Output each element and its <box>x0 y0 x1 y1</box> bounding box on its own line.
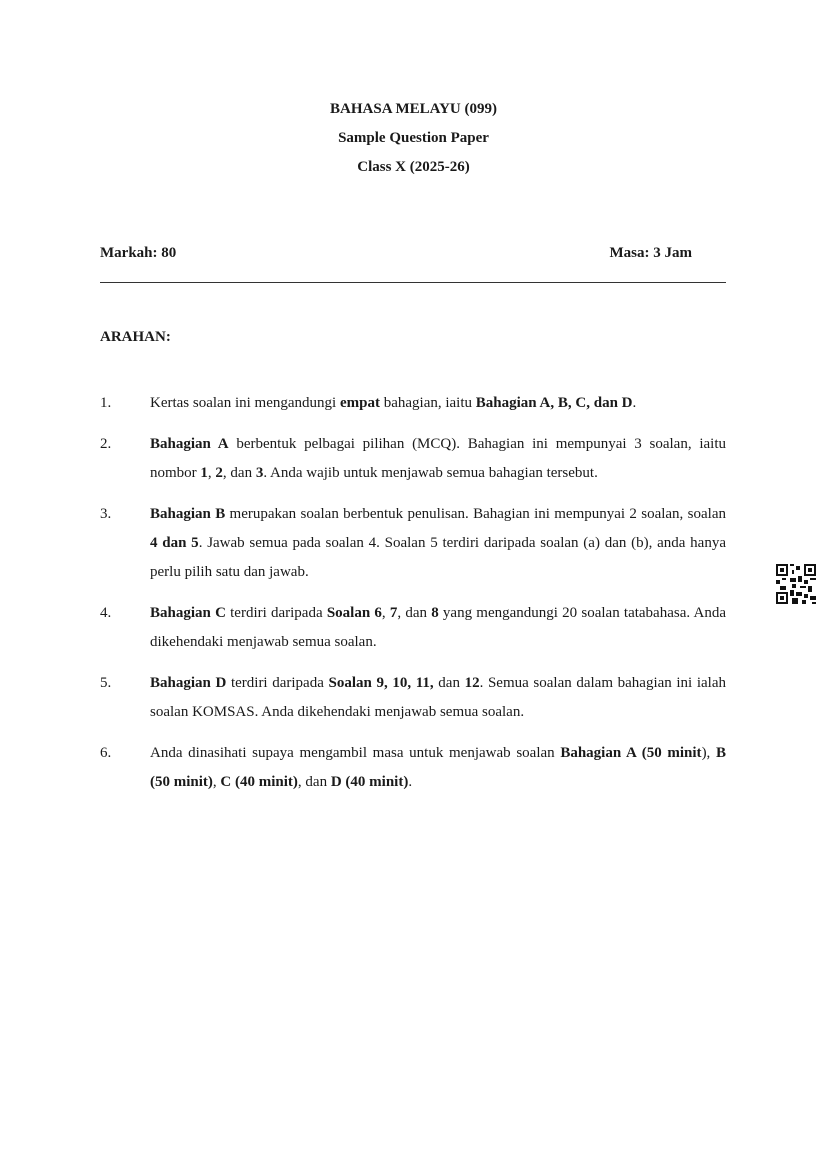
instruction-text: Kertas soalan ini mengandungi empat bahagian, iaitu Bahagian A, B, C, dan D. <box>150 395 637 411</box>
instruction-number: 5. <box>100 675 112 691</box>
divider <box>100 282 726 283</box>
instruction-number: 1. <box>100 395 112 411</box>
instruction-text: Bahagian C terdiri daripada Soalan 6, 7, dan 8 yang mengandungi 20 soalan tatabahasa. Anda dikehendaki menjawab semua soalan. <box>150 605 726 650</box>
marks-label: Markah: 80 <box>100 245 177 261</box>
time-label: Masa: 3 Jam <box>609 245 692 261</box>
instruction-item <box>100 430 726 488</box>
instruction-text: Bahagian D terdiri daripada Soalan 9, 10, 11, dan 12. Semua soalan dalam bahagian ini ialah soalan KOMSAS. Anda dikehendaki menjawab semua soalan. <box>150 675 726 720</box>
instruction-item <box>100 500 726 587</box>
instruction-text: Anda dinasihati supaya mengambil masa untuk menjawab soalan Bahagian A (50 minit), B (50 minit), C (40 minit), dan D (40 minit). <box>150 745 727 790</box>
qr-code-icon <box>776 564 816 604</box>
instruction-text: Bahagian A berbentuk pelbagai pilihan (MCQ). Bahagian ini mempunyai 3 soalan, iaitu nombor 1, 2, dan 3. Anda wajib untuk menjawab semua bahagian tersebut. <box>150 436 727 481</box>
instruction-number: 4. <box>100 605 112 621</box>
instruction-item <box>100 389 726 418</box>
instruction-item <box>100 739 726 797</box>
instruction-number: 6. <box>100 745 112 761</box>
instructions-title: ARAHAN: <box>100 329 171 345</box>
instruction-number: 3. <box>100 506 112 522</box>
paper-title: Sample Question Paper <box>338 130 489 146</box>
instructions-list <box>100 389 726 809</box>
instruction-item <box>100 599 726 657</box>
instruction-text: Bahagian B merupakan soalan berbentuk penulisan. Bahagian ini mempunyai 2 soalan, soalan 4 dan 5. Jawab semua pada soalan 4. Soalan 5 terdiri daripada soalan (a) dan (b), anda hanya perlu pilih satu dan jawab. <box>150 506 726 580</box>
class-title: Class X (2025-26) <box>357 159 470 175</box>
instruction-item <box>100 669 726 727</box>
instruction-number: 2. <box>100 436 112 452</box>
subject-title: BAHASA MELAYU (099) <box>330 101 497 117</box>
